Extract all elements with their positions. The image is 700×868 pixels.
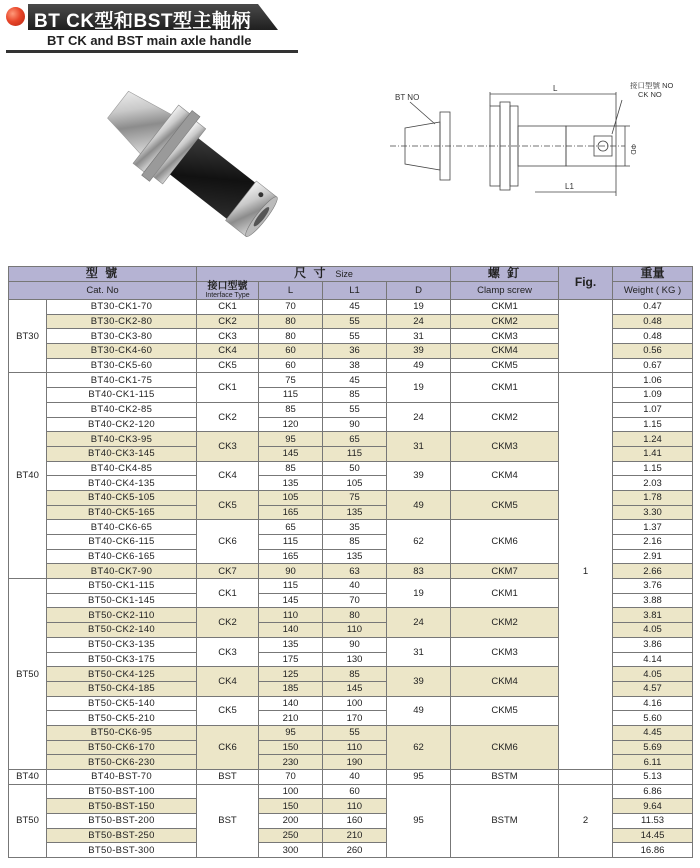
l1-cell: 85 xyxy=(323,388,387,403)
screw-cell: CKM1 xyxy=(451,300,559,315)
l1-cell: 90 xyxy=(323,417,387,432)
weight-cell: 11.53 xyxy=(613,814,693,829)
d-cell: 19 xyxy=(387,300,451,315)
l1-cell: 55 xyxy=(323,725,387,740)
weight-cell: 1.24 xyxy=(613,432,693,447)
screw-cell: CKM1 xyxy=(451,579,559,608)
weight-cell: 6.86 xyxy=(613,784,693,799)
cat-no-cell: BT40-CK7-90 xyxy=(47,564,197,579)
d-cell: 95 xyxy=(387,784,451,857)
label-interface-en: CK NO xyxy=(638,90,662,99)
interface-cell: CK6 xyxy=(197,725,259,769)
l1-cell: 135 xyxy=(323,549,387,564)
cat-no-cell: BT50-BST-150 xyxy=(47,799,197,814)
d-cell: 49 xyxy=(387,490,451,519)
weight-cell: 4.16 xyxy=(613,696,693,711)
l-cell: 150 xyxy=(259,740,323,755)
cat-no-cell: BT50-CK6-95 xyxy=(47,725,197,740)
screw-cell: CKM2 xyxy=(451,314,559,329)
interface-cell: CK6 xyxy=(197,520,259,564)
interface-cell: CK5 xyxy=(197,358,259,373)
cat-no-cell: BT50-CK1-145 xyxy=(47,593,197,608)
header-l1: L1 xyxy=(323,282,387,300)
interface-cell: CK2 xyxy=(197,402,259,431)
l1-cell: 70 xyxy=(323,593,387,608)
l1-cell: 55 xyxy=(323,314,387,329)
weight-cell: 0.67 xyxy=(613,358,693,373)
l1-cell: 55 xyxy=(323,329,387,344)
cat-no-cell: BT50-CK1-115 xyxy=(47,579,197,594)
screw-cell: CKM1 xyxy=(451,373,559,402)
l-cell: 300 xyxy=(259,843,323,858)
table-row xyxy=(9,784,693,799)
table-row xyxy=(9,770,693,785)
l1-cell: 40 xyxy=(323,579,387,594)
series-cell: BT50 xyxy=(9,784,47,857)
weight-cell: 1.41 xyxy=(613,446,693,461)
l-cell: 165 xyxy=(259,505,323,520)
label-dim-l1: L1 xyxy=(565,182,574,191)
cat-no-cell: BT30-CK2-80 xyxy=(47,314,197,329)
cat-no-cell: BT30-CK5-60 xyxy=(47,358,197,373)
header-weight-en: Weight ( KG ) xyxy=(613,282,693,300)
subtitle-divider xyxy=(6,50,298,53)
product-photo xyxy=(70,62,300,252)
spec-table xyxy=(8,266,693,858)
interface-cell: CK2 xyxy=(197,608,259,637)
cat-no-cell: BT40-CK4-85 xyxy=(47,461,197,476)
cat-no-cell: BT40-CK4-135 xyxy=(47,476,197,491)
interface-cell: CK5 xyxy=(197,696,259,725)
l-cell: 100 xyxy=(259,784,323,799)
l-cell: 140 xyxy=(259,696,323,711)
cat-no-cell: BT40-CK1-75 xyxy=(47,373,197,388)
l1-cell: 90 xyxy=(323,637,387,652)
l1-cell: 110 xyxy=(323,799,387,814)
l-cell: 95 xyxy=(259,432,323,447)
header-l: L xyxy=(259,282,323,300)
l-cell: 210 xyxy=(259,711,323,726)
l-cell: 230 xyxy=(259,755,323,770)
interface-cell: BST xyxy=(197,784,259,857)
interface-cell: CK5 xyxy=(197,490,259,519)
l1-cell: 60 xyxy=(323,784,387,799)
l-cell: 90 xyxy=(259,564,323,579)
weight-cell: 1.09 xyxy=(613,388,693,403)
fig-cell xyxy=(559,300,613,373)
header-cat-no: Cat. No xyxy=(9,282,197,300)
interface-cell: CK1 xyxy=(197,373,259,402)
weight-cell: 1.15 xyxy=(613,461,693,476)
l1-cell: 75 xyxy=(323,490,387,505)
header-interface: 接口型號 Interface Type xyxy=(197,282,259,300)
screw-cell: CKM4 xyxy=(451,667,559,696)
screw-cell: CKM7 xyxy=(451,564,559,579)
weight-cell: 4.57 xyxy=(613,681,693,696)
weight-cell: 3.76 xyxy=(613,579,693,594)
page-subtitle: BT CK and BST main axle handle xyxy=(47,33,252,48)
interface-cell: CK3 xyxy=(197,329,259,344)
interface-cell: CK3 xyxy=(197,432,259,461)
l1-cell: 50 xyxy=(323,461,387,476)
l1-cell: 85 xyxy=(323,667,387,682)
l-cell: 80 xyxy=(259,314,323,329)
d-cell: 49 xyxy=(387,358,451,373)
cat-no-cell: BT40-CK2-85 xyxy=(47,402,197,417)
weight-cell: 2.16 xyxy=(613,535,693,550)
weight-cell: 3.88 xyxy=(613,593,693,608)
d-cell: 31 xyxy=(387,637,451,666)
cat-no-cell: BT50-CK4-125 xyxy=(47,667,197,682)
l-cell: 200 xyxy=(259,814,323,829)
cat-no-cell: BT50-CK5-140 xyxy=(47,696,197,711)
d-cell: 31 xyxy=(387,432,451,461)
d-cell: 24 xyxy=(387,608,451,637)
cat-no-cell: BT40-CK3-95 xyxy=(47,432,197,447)
interface-cell: CK1 xyxy=(197,579,259,608)
weight-cell: 5.13 xyxy=(613,770,693,785)
weight-cell: 3.86 xyxy=(613,637,693,652)
l-cell: 165 xyxy=(259,549,323,564)
weight-cell: 1.15 xyxy=(613,417,693,432)
interface-cell: CK1 xyxy=(197,300,259,315)
d-cell: 62 xyxy=(387,725,451,769)
l1-cell: 100 xyxy=(323,696,387,711)
cat-no-cell: BT30-CK4-60 xyxy=(47,344,197,359)
d-cell: 83 xyxy=(387,564,451,579)
d-cell: 24 xyxy=(387,402,451,431)
d-cell: 62 xyxy=(387,520,451,564)
weight-cell: 14.45 xyxy=(613,828,693,843)
cat-no-cell: BT30-CK3-80 xyxy=(47,329,197,344)
weight-cell: 0.48 xyxy=(613,329,693,344)
cat-no-cell: BT40-CK6-165 xyxy=(47,549,197,564)
l-cell: 135 xyxy=(259,476,323,491)
screw-cell: CKM3 xyxy=(451,637,559,666)
cat-no-cell: BT50-BST-300 xyxy=(47,843,197,858)
cat-no-cell: BT40-CK1-115 xyxy=(47,388,197,403)
spec-table-body xyxy=(9,300,693,858)
cat-no-cell: BT50-BST-250 xyxy=(47,828,197,843)
cat-no-cell: BT40-CK5-165 xyxy=(47,505,197,520)
screw-cell: CKM2 xyxy=(451,608,559,637)
l-cell: 175 xyxy=(259,652,323,667)
cat-no-cell: BT40-CK6-115 xyxy=(47,535,197,550)
l-cell: 115 xyxy=(259,579,323,594)
weight-cell: 9.64 xyxy=(613,799,693,814)
red-dot-icon xyxy=(6,7,25,26)
l-cell: 85 xyxy=(259,402,323,417)
screw-cell: CKM5 xyxy=(451,490,559,519)
weight-cell: 1.07 xyxy=(613,402,693,417)
interface-cell: CK4 xyxy=(197,461,259,490)
header-fig: Fig. xyxy=(559,267,613,300)
l1-cell: 130 xyxy=(323,652,387,667)
interface-cell: CK4 xyxy=(197,344,259,359)
l-cell: 135 xyxy=(259,637,323,652)
weight-cell: 16.86 xyxy=(613,843,693,858)
cat-no-cell: BT50-CK3-175 xyxy=(47,652,197,667)
cat-no-cell: BT50-CK3-135 xyxy=(47,637,197,652)
l1-cell: 63 xyxy=(323,564,387,579)
cat-no-cell: BT30-CK1-70 xyxy=(47,300,197,315)
d-cell: 19 xyxy=(387,579,451,608)
cat-no-cell: BT50-BST-200 xyxy=(47,814,197,829)
label-bt-no: BT NO xyxy=(395,93,420,102)
l-cell: 150 xyxy=(259,799,323,814)
fig-cell: 2 xyxy=(559,784,613,857)
cat-no-cell: BT50-BST-100 xyxy=(47,784,197,799)
technical-drawing xyxy=(390,82,690,212)
screw-cell: CKM3 xyxy=(451,329,559,344)
page-title: BT CK型和BST型主軸柄 xyxy=(34,11,252,32)
l-cell: 145 xyxy=(259,593,323,608)
l-cell: 60 xyxy=(259,358,323,373)
header-screw-zh: 螺 釘 xyxy=(451,267,559,282)
l-cell: 250 xyxy=(259,828,323,843)
l1-cell: 38 xyxy=(323,358,387,373)
label-dim-d: ΦD xyxy=(629,144,636,155)
weight-cell: 4.45 xyxy=(613,725,693,740)
interface-cell: BST xyxy=(197,770,259,785)
series-cell: BT40 xyxy=(9,373,47,579)
label-interface-zh: 接口型號 NO xyxy=(630,82,674,90)
cat-no-cell: BT50-CK2-140 xyxy=(47,623,197,638)
l1-cell: 170 xyxy=(323,711,387,726)
l1-cell: 110 xyxy=(323,740,387,755)
l-cell: 110 xyxy=(259,608,323,623)
interface-cell: CK7 xyxy=(197,564,259,579)
screw-cell: CKM4 xyxy=(451,461,559,490)
weight-cell: 0.48 xyxy=(613,314,693,329)
interface-cell: CK3 xyxy=(197,637,259,666)
weight-cell: 5.69 xyxy=(613,740,693,755)
screw-cell: CKM5 xyxy=(451,696,559,725)
cat-no-cell: BT40-CK5-105 xyxy=(47,490,197,505)
header-model: 型 號 xyxy=(9,267,197,282)
cat-no-cell: BT50-CK4-185 xyxy=(47,681,197,696)
table-row xyxy=(9,300,693,315)
cat-no-cell: BT40-CK3-145 xyxy=(47,446,197,461)
cat-no-cell: BT50-CK6-170 xyxy=(47,740,197,755)
screw-cell: CKM6 xyxy=(451,725,559,769)
series-cell: BT50 xyxy=(9,579,47,770)
cat-no-cell: BT40-CK6-65 xyxy=(47,520,197,535)
l1-cell: 110 xyxy=(323,623,387,638)
l-cell: 65 xyxy=(259,520,323,535)
d-cell: 95 xyxy=(387,770,451,785)
d-cell: 49 xyxy=(387,696,451,725)
d-cell: 24 xyxy=(387,314,451,329)
weight-cell: 3.81 xyxy=(613,608,693,623)
header-screw-en: Clamp screw xyxy=(451,282,559,300)
weight-cell: 1.06 xyxy=(613,373,693,388)
title-bar xyxy=(4,4,304,30)
l1-cell: 160 xyxy=(323,814,387,829)
d-cell: 31 xyxy=(387,329,451,344)
l-cell: 125 xyxy=(259,667,323,682)
interface-cell: CK4 xyxy=(197,667,259,696)
weight-cell: 2.91 xyxy=(613,549,693,564)
fig-cell xyxy=(559,770,613,785)
weight-cell: 0.47 xyxy=(613,300,693,315)
weight-cell: 0.56 xyxy=(613,344,693,359)
cat-no-cell: BT50-CK2-110 xyxy=(47,608,197,623)
l-cell: 140 xyxy=(259,623,323,638)
d-cell: 39 xyxy=(387,461,451,490)
l-cell: 80 xyxy=(259,329,323,344)
header-size: 尺 寸 Size xyxy=(197,267,451,282)
weight-cell: 1.78 xyxy=(613,490,693,505)
l-cell: 120 xyxy=(259,417,323,432)
header-d: D xyxy=(387,282,451,300)
table-row xyxy=(9,373,693,388)
cat-no-cell: BT40-CK2-120 xyxy=(47,417,197,432)
weight-cell: 3.30 xyxy=(613,505,693,520)
fig-cell: 1 xyxy=(559,373,613,770)
weight-cell: 4.14 xyxy=(613,652,693,667)
cat-no-cell: BT50-CK5-210 xyxy=(47,711,197,726)
screw-cell: BSTM xyxy=(451,784,559,857)
l1-cell: 260 xyxy=(323,843,387,858)
cat-no-cell: BT50-CK6-230 xyxy=(47,755,197,770)
l1-cell: 45 xyxy=(323,373,387,388)
l1-cell: 65 xyxy=(323,432,387,447)
weight-cell: 2.03 xyxy=(613,476,693,491)
screw-cell: CKM4 xyxy=(451,344,559,359)
l1-cell: 35 xyxy=(323,520,387,535)
l1-cell: 135 xyxy=(323,505,387,520)
l1-cell: 55 xyxy=(323,402,387,417)
l-cell: 145 xyxy=(259,446,323,461)
l1-cell: 36 xyxy=(323,344,387,359)
l-cell: 115 xyxy=(259,535,323,550)
l1-cell: 85 xyxy=(323,535,387,550)
d-cell: 39 xyxy=(387,344,451,359)
label-dim-l: L xyxy=(553,84,558,93)
l-cell: 60 xyxy=(259,344,323,359)
l-cell: 185 xyxy=(259,681,323,696)
series-cell: BT30 xyxy=(9,300,47,373)
l-cell: 75 xyxy=(259,373,323,388)
l-cell: 85 xyxy=(259,461,323,476)
l-cell: 105 xyxy=(259,490,323,505)
l-cell: 70 xyxy=(259,300,323,315)
l-cell: 70 xyxy=(259,770,323,785)
weight-cell: 5.60 xyxy=(613,711,693,726)
cat-no-cell: BT40-BST-70 xyxy=(47,770,197,785)
weight-cell: 4.05 xyxy=(613,623,693,638)
header-weight-zh: 重量 xyxy=(613,267,693,282)
screw-cell: CKM2 xyxy=(451,402,559,431)
screw-cell: CKM3 xyxy=(451,432,559,461)
l1-cell: 210 xyxy=(323,828,387,843)
interface-cell: CK2 xyxy=(197,314,259,329)
screw-cell: CKM5 xyxy=(451,358,559,373)
screw-cell: BSTM xyxy=(451,770,559,785)
screw-cell: CKM6 xyxy=(451,520,559,564)
l1-cell: 190 xyxy=(323,755,387,770)
series-cell: BT40 xyxy=(9,770,47,785)
l1-cell: 80 xyxy=(323,608,387,623)
l1-cell: 105 xyxy=(323,476,387,491)
l-cell: 115 xyxy=(259,388,323,403)
weight-cell: 4.05 xyxy=(613,667,693,682)
d-cell: 19 xyxy=(387,373,451,402)
l1-cell: 145 xyxy=(323,681,387,696)
d-cell: 39 xyxy=(387,667,451,696)
weight-cell: 2.66 xyxy=(613,564,693,579)
weight-cell: 6.11 xyxy=(613,755,693,770)
l1-cell: 45 xyxy=(323,300,387,315)
weight-cell: 1.37 xyxy=(613,520,693,535)
l1-cell: 40 xyxy=(323,770,387,785)
l1-cell: 115 xyxy=(323,446,387,461)
l-cell: 95 xyxy=(259,725,323,740)
